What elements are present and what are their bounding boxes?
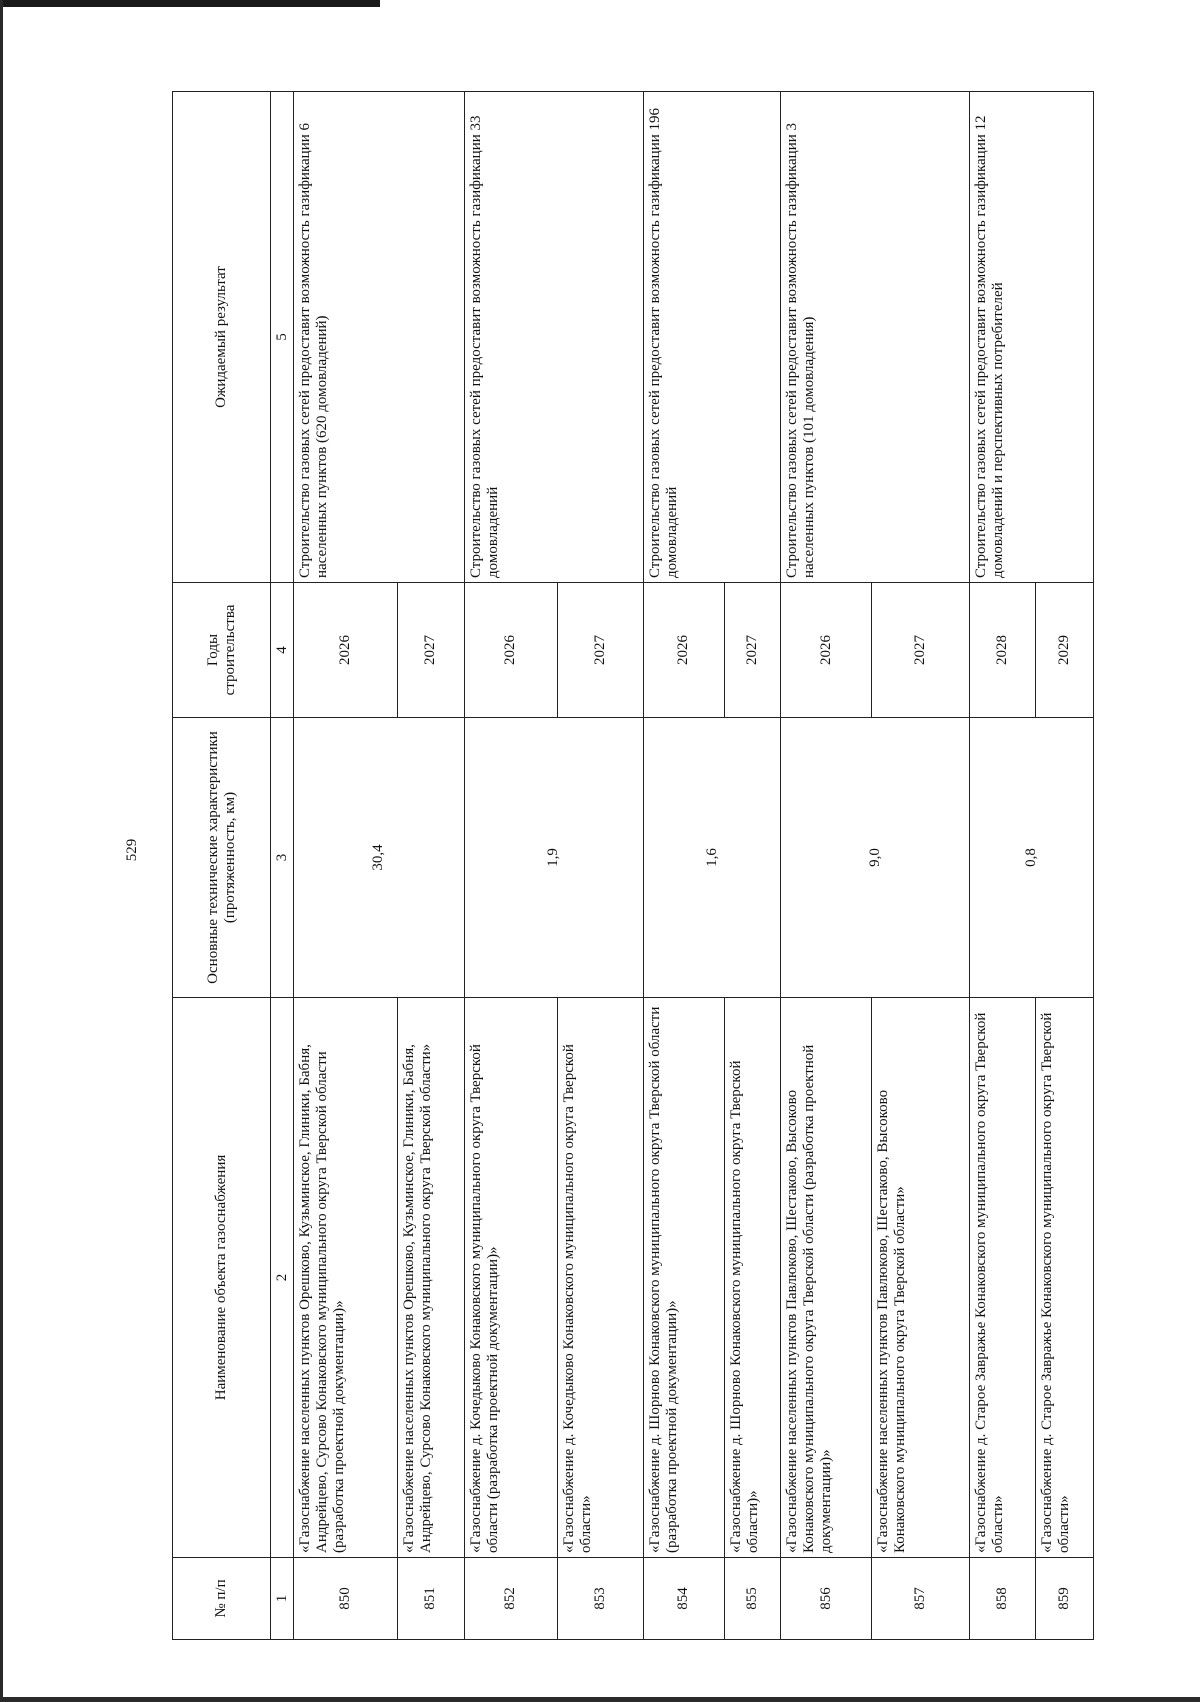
row-number: 857 — [872, 1558, 970, 1640]
tech-length: 1,9 — [464, 718, 643, 998]
tech-length: 9,0 — [781, 718, 970, 998]
header-tech: Основные технические характеристики (протяженность, км) — [173, 718, 271, 998]
construction-year: 2027 — [872, 583, 970, 718]
scan-edge-left — [0, 0, 3, 1702]
scan-edge-bottom — [0, 1697, 1200, 1702]
construction-year: 2026 — [294, 583, 398, 718]
table-row — [643, 92, 724, 1640]
column-number: 1 — [271, 1558, 294, 1640]
page-number: 529 — [124, 838, 140, 862]
object-name: «Газоснабжение д. Кочедыково Конаковского муниципального округа Тверской области» — [557, 998, 643, 1558]
column-number: 4 — [271, 583, 294, 718]
row-number: 854 — [643, 1558, 724, 1640]
header-years: Годы строительства — [173, 583, 271, 718]
object-name: «Газоснабжение д. Шорново Конаковского муниципального округа Тверской области (разработка проектной документации)» — [643, 998, 724, 1558]
construction-year: 2027 — [557, 583, 643, 718]
table-row — [970, 92, 1036, 1640]
construction-year: 2029 — [1036, 583, 1094, 718]
construction-year: 2026 — [643, 583, 724, 718]
construction-year: 2026 — [781, 583, 872, 718]
row-number: 850 — [294, 1558, 398, 1640]
object-name: «Газоснабжение д. Старое Завражье Конаковского муниципального округа Тверской области» — [970, 998, 1036, 1558]
scan-edge-top — [0, 0, 380, 7]
object-name: «Газоснабжение д. Кочедыково Конаковского муниципального округа Тверской области (разработка проектной документации)» — [464, 998, 557, 1558]
table-row — [781, 92, 872, 1640]
expected-result: Строительство газовых сетей предоставит возможность газификации 6 населенных пунктов (620 домовладений) — [294, 92, 464, 583]
header-num: № п/п — [173, 1558, 271, 1640]
object-name: «Газоснабжение населенных пунктов Орешково, Кузьминское, Глиники, Бабня, Андрейцево, Сурсово Конаковского муниципального округа Тверской области» — [398, 998, 465, 1558]
header-result: Ожидаемый результат — [173, 92, 271, 583]
construction-year: 2026 — [464, 583, 557, 718]
expected-result: Строительство газовых сетей предоставит возможность газификации 196 домовладений — [643, 92, 781, 583]
row-number: 852 — [464, 1558, 557, 1640]
row-number: 851 — [398, 1558, 465, 1640]
tech-length: 1,6 — [643, 718, 781, 998]
expected-result: Строительство газовых сетей предоставит возможность газификации 33 домовладений — [464, 92, 643, 583]
header-row — [173, 92, 271, 1640]
tech-length: 0,8 — [970, 718, 1094, 998]
column-number-row — [271, 92, 294, 1640]
column-number: 2 — [271, 998, 294, 1558]
construction-year: 2027 — [724, 583, 781, 718]
column-number: 3 — [271, 718, 294, 998]
table-row — [294, 92, 398, 1640]
expected-result: Строительство газовых сетей предоставит возможность газификации 3 населенных пунктов (101 домовладения) — [781, 92, 970, 583]
tech-length: 30,4 — [294, 718, 464, 998]
expected-result: Строительство газовых сетей предоставит возможность газификации 12 домовладений и перспективных потребителей — [970, 92, 1094, 583]
rotated-table-wrapper — [172, 92, 1094, 1640]
column-number: 5 — [271, 92, 294, 583]
object-name: «Газоснабжение населенных пунктов Павлюково, Шестаково, Высоково Конаковского муниципального округа Тверской области (разработка проектной документации)» — [781, 998, 872, 1558]
object-name: «Газоснабжение д. Старое Завражье Конаковского муниципального округа Тверской области» — [1036, 998, 1094, 1558]
row-number: 858 — [970, 1558, 1036, 1640]
row-number: 853 — [557, 1558, 643, 1640]
header-name: Наименование объекта газоснабжения — [173, 998, 271, 1558]
object-name: «Газоснабжение д. Шорново Конаковского муниципального округа Тверской области)» — [724, 998, 781, 1558]
object-name: «Газоснабжение населенных пунктов Орешково, Кузьминское, Глиники, Бабня, Андрейцево, Сурсово Конаковского муниципального округа Тверской области (разработка проектной документации)» — [294, 998, 398, 1558]
construction-year: 2027 — [398, 583, 465, 718]
row-number: 855 — [724, 1558, 781, 1640]
gas-supply-table — [172, 91, 1094, 1640]
row-number: 859 — [1036, 1558, 1094, 1640]
object-name: «Газоснабжение населенных пунктов Павлюково, Шестаково, Высоково Конаковского муниципального округа Тверской области» — [872, 998, 970, 1558]
row-number: 856 — [781, 1558, 872, 1640]
construction-year: 2028 — [970, 583, 1036, 718]
table-row — [464, 92, 557, 1640]
